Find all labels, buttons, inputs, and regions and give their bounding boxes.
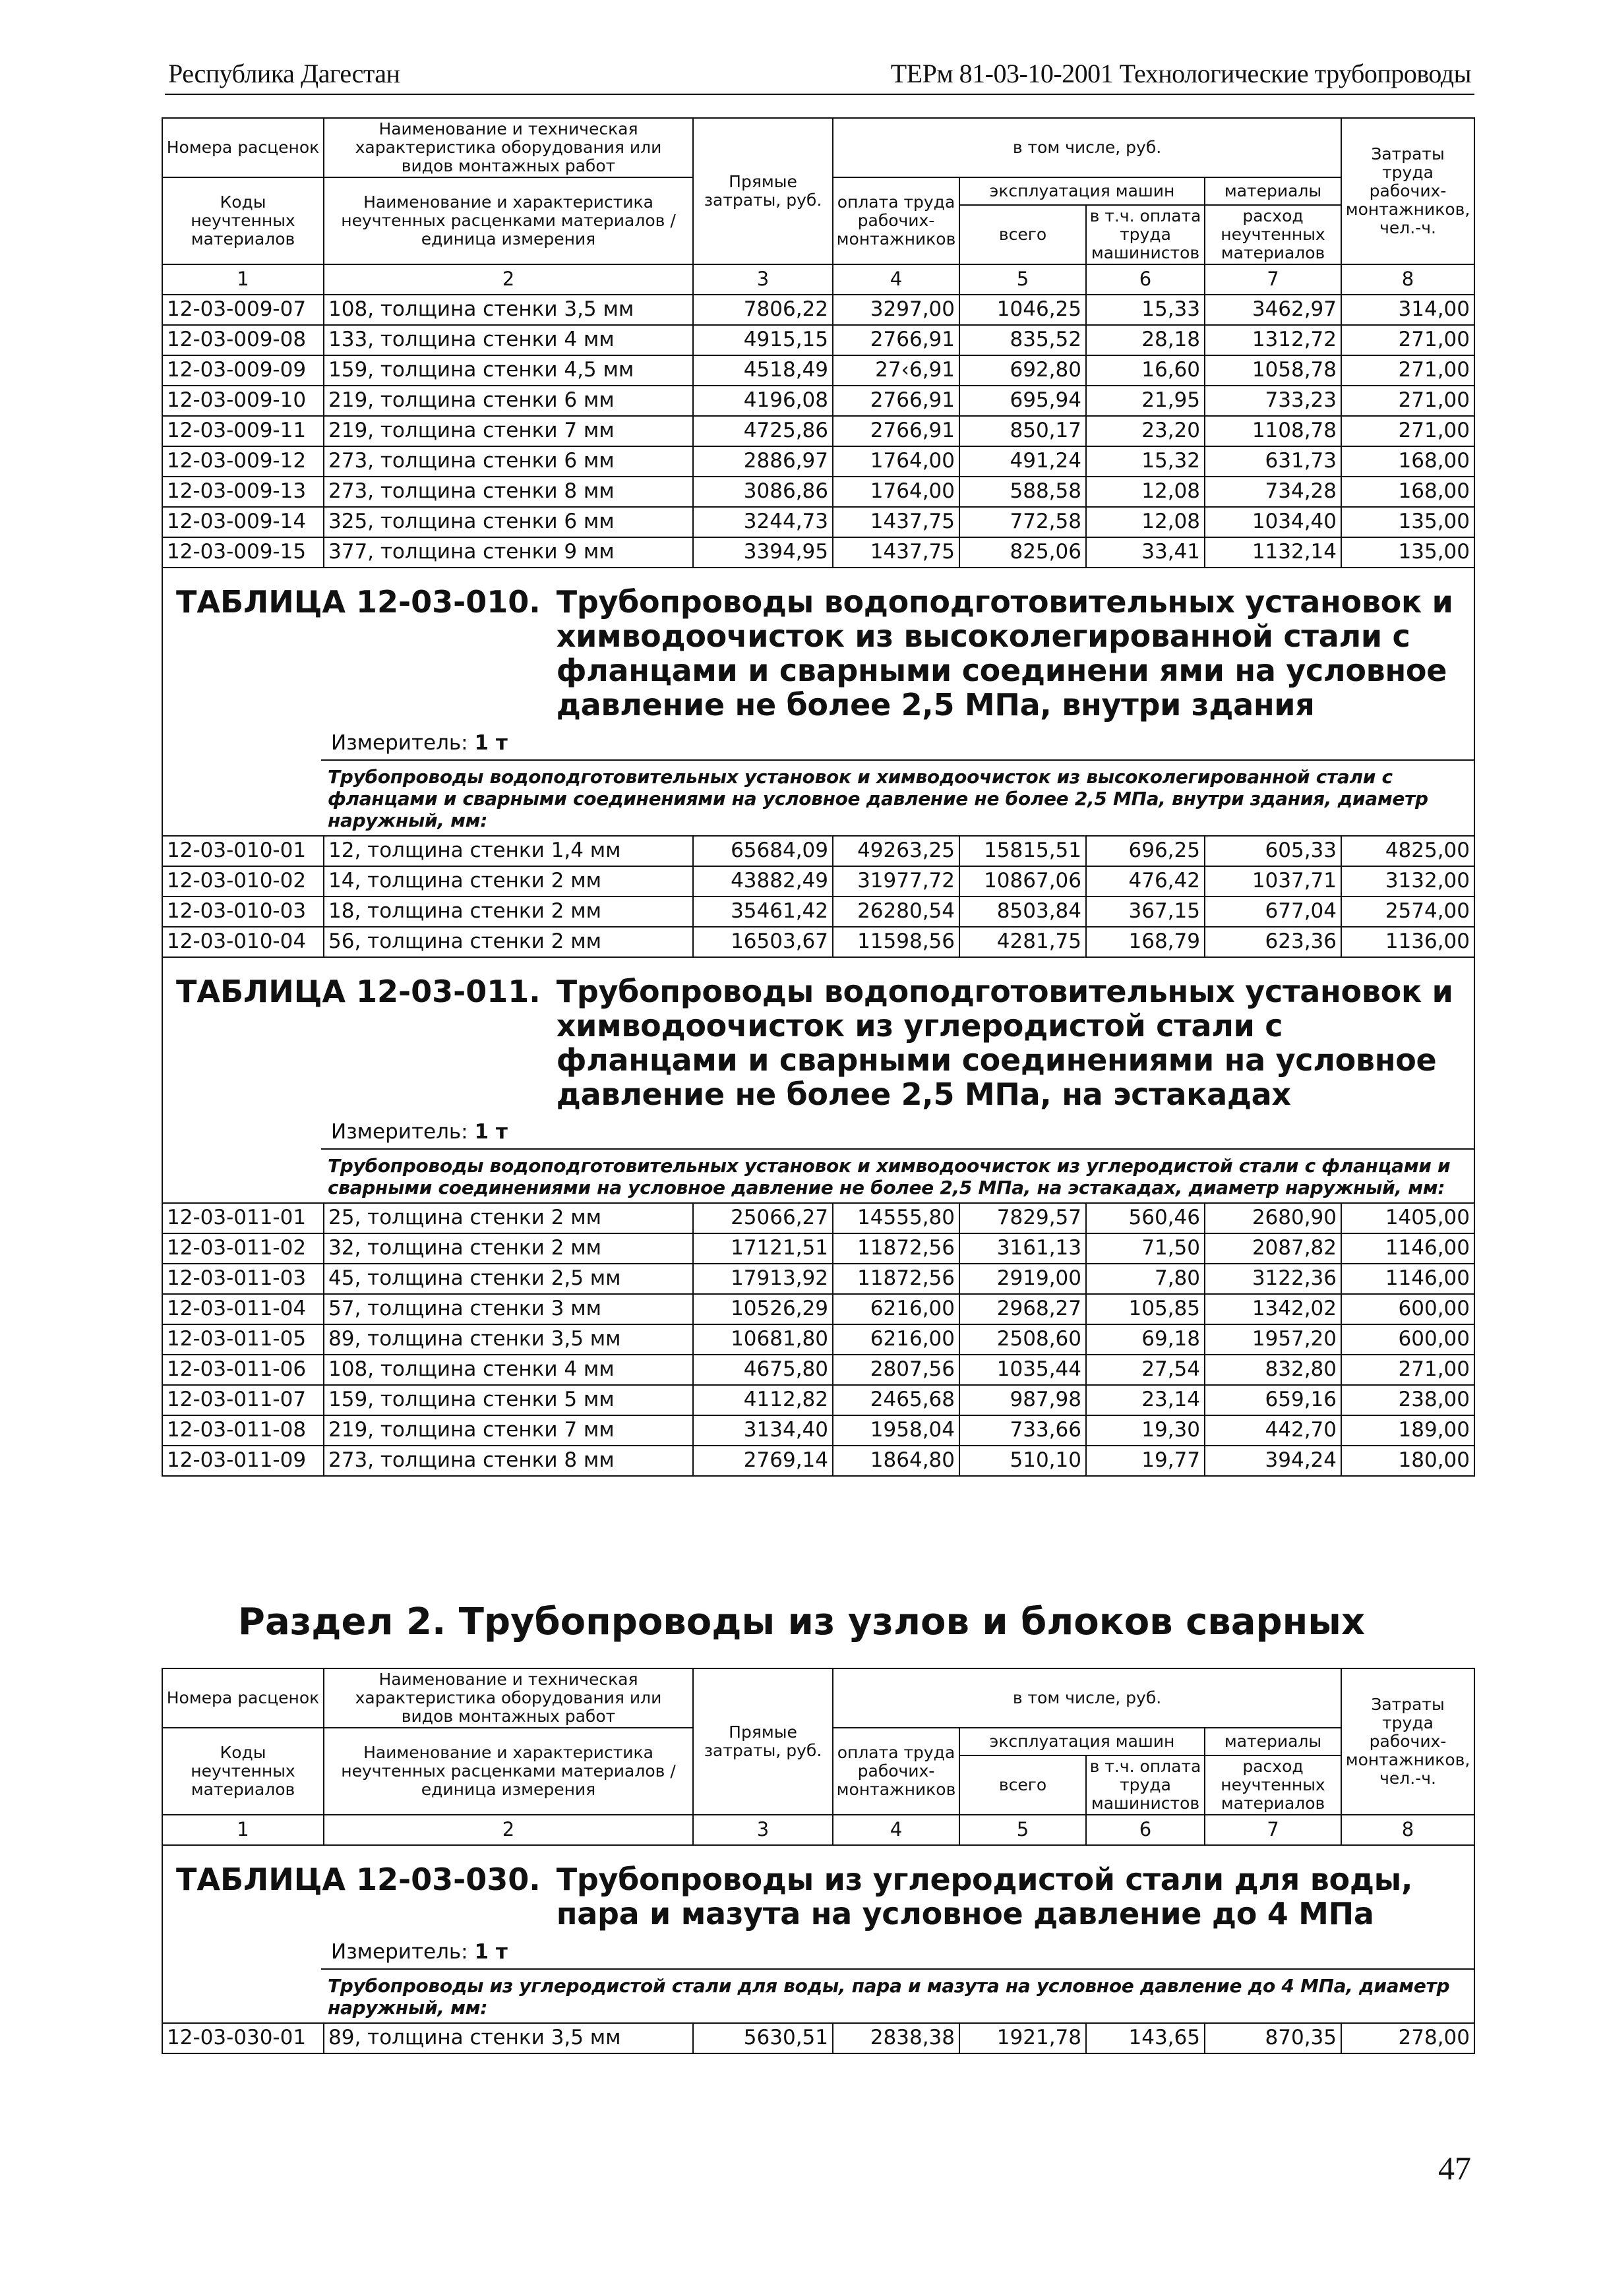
col-header-material-names: Наименование и характеристика неучтенных расценками материалов / единица измерения [324,1728,693,1815]
cost-value: 2766,91 [833,325,959,355]
rate-code: 12-03-009-13 [162,477,324,507]
cost-value: 12,08 [1086,477,1205,507]
measure-label: Измеритель: [331,1120,468,1144]
cost-value: 6216,00 [833,1324,959,1355]
cost-value: 2886,97 [693,446,833,477]
cost-value: 314,00 [1341,295,1474,325]
work-description: 56, толщина стенки 2 мм [324,927,693,957]
work-description: 219, толщина стенки 7 мм [324,1415,693,1446]
cost-value: 27,54 [1086,1355,1205,1385]
cost-value: 1405,00 [1341,1203,1474,1233]
cost-value: 2465,68 [833,1385,959,1415]
cost-value: 825,06 [959,537,1086,568]
running-header-region: Республика Дагестан [168,59,400,88]
cost-value: 271,00 [1341,325,1474,355]
col-header-machinist-pay: в т.ч. оплата труда машинистов [1086,205,1205,264]
work-description: 45, толщина стенки 2,5 мм [324,1264,693,1294]
cost-value: 600,00 [1341,1294,1474,1324]
cost-value: 2087,82 [1205,1233,1341,1264]
rate-code: 12-03-009-07 [162,295,324,325]
table-number: ТАБЛИЦА 12-03-011. [176,973,541,1009]
cost-value: 2766,91 [833,416,959,446]
table-number: ТАБЛИЦА 12-03-030. [176,1862,541,1897]
cost-value: 3132,00 [1341,866,1474,897]
cost-value: 3161,13 [959,1233,1086,1264]
cost-value: 3244,73 [693,507,833,537]
cost-value: 1034,40 [1205,507,1341,537]
table-number: ТАБЛИЦА 12-03-010. [176,584,541,620]
cost-value: 835,52 [959,325,1086,355]
table-section-table030 [162,1845,1474,2023]
cost-value: 5630,51 [693,2023,833,2053]
column-number: 4 [833,264,959,295]
cost-value: 733,66 [959,1415,1086,1446]
cost-value: 17913,92 [693,1264,833,1294]
cost-value: 189,00 [1341,1415,1474,1446]
col-header-materials: материалы [1205,1728,1341,1755]
measure-unit [163,728,1474,759]
col-header-machine-operation: эксплуатация машин [959,1728,1205,1755]
cost-value: 238,00 [1341,1385,1474,1415]
cost-value: 1312,72 [1205,325,1341,355]
column-number: 2 [324,1815,693,1845]
cost-value: 10681,80 [693,1324,833,1355]
rate-code: 12-03-009-15 [162,537,324,568]
col-header-machine-total: всего [959,1755,1086,1815]
cost-value: 271,00 [1341,1355,1474,1385]
cost-value: 692,80 [959,355,1086,386]
rate-code: 12-03-009-08 [162,325,324,355]
cost-value: 26280,54 [833,897,959,927]
work-description: 159, толщина стенки 4,5 мм [324,355,693,386]
col-header-direct-costs: Прямые затраты, руб. [693,118,833,264]
rate-code: 12-03-010-01 [162,836,324,866]
cost-value: 850,17 [959,416,1086,446]
rate-code: 12-03-011-06 [162,1355,324,1385]
col-header-worker-pay: оплата труда рабочих-монтажников [833,1728,959,1815]
cost-value: 8503,84 [959,897,1086,927]
cost-value: 2766,91 [833,386,959,416]
cost-value: 65684,09 [693,836,833,866]
cost-value: 623,36 [1205,927,1341,957]
cost-value: 1437,75 [833,507,959,537]
work-description: 32, толщина стенки 2 мм [324,1233,693,1264]
cost-value: 4725,86 [693,416,833,446]
table-title: Трубопроводы водоподготовительных установок и химводоочисток из углеродистой стали с фланцами и сварными соединениями на условное давление не более 2,5 МПа, на эстакадах [556,973,1453,1112]
cost-value: 1342,02 [1205,1294,1341,1324]
cost-value: 19,30 [1086,1415,1205,1446]
cost-value: 16503,67 [693,927,833,957]
col-header-material-codes: Коды неучтенных материалов [162,1728,324,1815]
cost-value: 135,00 [1341,507,1474,537]
cost-value: 631,73 [1205,446,1341,477]
cost-value: 168,79 [1086,927,1205,957]
rate-code: 12-03-009-11 [162,416,324,446]
cost-value: 23,14 [1086,1385,1205,1415]
rate-code: 12-03-011-03 [162,1264,324,1294]
cost-value: 3462,97 [1205,295,1341,325]
cost-value: 4112,82 [693,1385,833,1415]
cost-value: 10526,29 [693,1294,833,1324]
cost-value: 27‹6,91 [833,355,959,386]
measure-value: 1 т [474,1120,508,1144]
cost-value: 4825,00 [1341,836,1474,866]
rate-code: 12-03-009-12 [162,446,324,477]
rate-code: 12-03-011-04 [162,1294,324,1324]
col-header-machinist-pay: в т.ч. оплата труда машинистов [1086,1755,1205,1815]
column-number: 6 [1086,264,1205,295]
cost-value: 600,00 [1341,1324,1474,1355]
cost-value: 1035,44 [959,1355,1086,1385]
cost-value: 2508,60 [959,1324,1086,1355]
column-number: 8 [1341,1815,1474,1845]
work-description: 108, толщина стенки 4 мм [324,1355,693,1385]
table-section-table010 [162,568,1474,836]
measure-label: Измеритель: [331,730,468,755]
work-description: 18, толщина стенки 2 мм [324,897,693,927]
cost-value: 4281,75 [959,927,1086,957]
col-header-machine-total: всего [959,205,1086,264]
work-description: 133, толщина стенки 4 мм [324,325,693,355]
cost-value: 3086,86 [693,477,833,507]
column-number: 1 [162,264,324,295]
rate-code: 12-03-011-09 [162,1446,324,1476]
work-description: 273, толщина стенки 6 мм [324,446,693,477]
cost-value: 43882,49 [693,866,833,897]
cost-value: 1921,78 [959,2023,1086,2053]
work-description: 273, толщина стенки 8 мм [324,477,693,507]
cost-value: 832,80 [1205,1355,1341,1385]
work-description: 57, толщина стенки 3 мм [324,1294,693,1324]
cost-value: 14555,80 [833,1203,959,1233]
cost-value: 33,41 [1086,537,1205,568]
work-description: 89, толщина стенки 3,5 мм [324,2023,693,2053]
table-title: Трубопроводы водоподготовительных установок и химводоочисток из высоколегированной стали с фланцами и сварными соединени ями на условное давление не более 2,5 МПа, внутри здания [556,584,1453,722]
cost-value: 15,33 [1086,295,1205,325]
cost-value: 4518,49 [693,355,833,386]
cost-value: 772,58 [959,507,1086,537]
cost-value: 3297,00 [833,295,959,325]
col-header-unaccounted-materials: расход неучтенных материалов [1205,1755,1341,1815]
table-description: Трубопроводы водоподготовительных установок и химводоочисток из углеродистой стали с фланцами и сварными соединениями на условное давление не более 2,5 МПа, на эстакадах, диаметр наружный, мм: [321,1148,1474,1202]
cost-value: 31977,72 [833,866,959,897]
cost-value: 4196,08 [693,386,833,416]
work-description: 14, толщина стенки 2 мм [324,866,693,897]
col-header-work-name: Наименование и техническая характеристика оборудования или видов монтажных работ [324,1668,693,1728]
measure-unit [163,1117,1474,1148]
cost-value: 442,70 [1205,1415,1341,1446]
rate-code: 12-03-011-08 [162,1415,324,1446]
cost-value: 1146,00 [1341,1264,1474,1294]
cost-value: 4915,15 [693,325,833,355]
cost-value: 659,16 [1205,1385,1341,1415]
column-number: 7 [1205,1815,1341,1845]
work-description: 377, толщина стенки 9 мм [324,537,693,568]
rate-code: 12-03-010-04 [162,927,324,957]
cost-value: 3122,36 [1205,1264,1341,1294]
column-number: 5 [959,264,1086,295]
cost-value: 695,94 [959,386,1086,416]
cost-value: 15815,51 [959,836,1086,866]
cost-value: 3134,40 [693,1415,833,1446]
cost-value: 180,00 [1341,1446,1474,1476]
cost-value: 12,08 [1086,507,1205,537]
col-header-rate-numbers: Номера расценок [162,118,324,177]
cost-value: 23,20 [1086,416,1205,446]
work-description: 108, толщина стенки 3,5 мм [324,295,693,325]
col-header-labor-hours: Затраты труда рабочих-монтажников, чел.-ч. [1341,1668,1474,1815]
cost-value: 4675,80 [693,1355,833,1385]
cost-value: 560,46 [1086,1203,1205,1233]
cost-value: 49263,25 [833,836,959,866]
cost-value: 16,60 [1086,355,1205,386]
cost-value: 2769,14 [693,1446,833,1476]
cost-value: 135,00 [1341,537,1474,568]
cost-value: 367,15 [1086,897,1205,927]
rate-code: 12-03-011-02 [162,1233,324,1264]
col-header-machine-operation: эксплуатация машин [959,177,1205,205]
cost-value: 1058,78 [1205,355,1341,386]
measure-value: 1 т [474,1939,508,1964]
column-number: 8 [1341,264,1474,295]
work-description: 159, толщина стенки 5 мм [324,1385,693,1415]
cost-value: 105,85 [1086,1294,1205,1324]
cost-value: 2574,00 [1341,897,1474,927]
cost-value: 1864,80 [833,1446,959,1476]
cost-value: 6216,00 [833,1294,959,1324]
col-header-rate-numbers: Номера расценок [162,1668,324,1728]
rates-table-section1 [162,117,1475,1477]
cost-value: 278,00 [1341,2023,1474,2053]
cost-value: 733,23 [1205,386,1341,416]
cost-value: 168,00 [1341,446,1474,477]
cost-value: 734,28 [1205,477,1341,507]
cost-value: 2807,56 [833,1355,959,1385]
rate-code: 12-03-009-14 [162,507,324,537]
cost-value: 2919,00 [959,1264,1086,1294]
col-header-unaccounted-materials: расход неучтенных материалов [1205,205,1341,264]
cost-value: 1108,78 [1205,416,1341,446]
col-header-including: в том числе, руб. [833,1668,1341,1728]
col-header-worker-pay: оплата труда рабочих-монтажников [833,177,959,264]
cost-value: 510,10 [959,1446,1086,1476]
cost-value: 1146,00 [1341,1233,1474,1264]
work-description: 273, толщина стенки 8 мм [324,1446,693,1476]
cost-value: 1764,00 [833,477,959,507]
cost-value: 696,25 [1086,836,1205,866]
measure-value: 1 т [474,730,508,755]
cost-value: 491,24 [959,446,1086,477]
cost-value: 870,35 [1205,2023,1341,2053]
cost-value: 1136,00 [1341,927,1474,957]
rates-table-section2 [162,1668,1475,2054]
rate-code: 12-03-011-01 [162,1203,324,1233]
cost-value: 71,50 [1086,1233,1205,1264]
rate-code: 12-03-010-02 [162,866,324,897]
table-section-table011 [162,957,1474,1204]
col-header-labor-hours: Затраты труда рабочих-монтажников, чел.-ч. [1341,118,1474,264]
col-header-work-name: Наименование и техническая характеристика оборудования или видов монтажных работ [324,118,693,177]
cost-value: 2838,38 [833,2023,959,2053]
cost-value: 271,00 [1341,386,1474,416]
rate-code: 12-03-011-05 [162,1324,324,1355]
cost-value: 271,00 [1341,355,1474,386]
cost-value: 476,42 [1086,866,1205,897]
work-description: 12, толщина стенки 1,4 мм [324,836,693,866]
table-title: Трубопроводы из углеродистой стали для воды, пара и мазута на условное давление до 4 МПа [556,1862,1413,1931]
cost-value: 143,65 [1086,2023,1205,2053]
rate-code: 12-03-011-07 [162,1385,324,1415]
running-header-title: ТЕРм 81-03-10-2001 Технологические трубопроводы [890,59,1471,88]
cost-value: 2680,90 [1205,1203,1341,1233]
rate-code: 12-03-030-01 [162,2023,324,2053]
cost-value: 69,18 [1086,1324,1205,1355]
column-number: 1 [162,1815,324,1845]
column-number: 2 [324,264,693,295]
col-header-material-names: Наименование и характеристика неучтенных расценками материалов / единица измерения [324,177,693,264]
cost-value: 25066,27 [693,1203,833,1233]
work-description: 25, толщина стенки 2 мм [324,1203,693,1233]
cost-value: 168,00 [1341,477,1474,507]
cost-value: 1437,75 [833,537,959,568]
cost-value: 1957,20 [1205,1324,1341,1355]
section-2-title: Раздел 2. Трубопроводы из узлов и блоков сварных [237,1601,1366,1643]
cost-value: 2968,27 [959,1294,1086,1324]
cost-value: 1037,71 [1205,866,1341,897]
page-number: 47 [1438,2150,1471,2187]
work-description: 219, толщина стенки 7 мм [324,416,693,446]
col-header-direct-costs: Прямые затраты, руб. [693,1668,833,1815]
header-rule [165,94,1474,95]
cost-value: 19,77 [1086,1446,1205,1476]
column-number: 3 [693,264,833,295]
cost-value: 11872,56 [833,1264,959,1294]
cost-value: 17121,51 [693,1233,833,1264]
column-number: 6 [1086,1815,1205,1845]
cost-value: 7829,57 [959,1203,1086,1233]
work-description: 89, толщина стенки 3,5 мм [324,1324,693,1355]
column-number: 7 [1205,264,1341,295]
rate-code: 12-03-010-03 [162,897,324,927]
rate-code: 12-03-009-10 [162,386,324,416]
cost-value: 28,18 [1086,325,1205,355]
cost-value: 11598,56 [833,927,959,957]
cost-value: 271,00 [1341,416,1474,446]
table-description: Трубопроводы из углеродистой стали для воды, пара и мазута на условное давление до 4 МПа, диаметр наружный, мм: [321,1968,1474,2022]
cost-value: 677,04 [1205,897,1341,927]
col-header-including: в том числе, руб. [833,118,1341,177]
cost-value: 10867,06 [959,866,1086,897]
measure-label: Измеритель: [331,1939,468,1964]
column-number: 3 [693,1815,833,1845]
table-description: Трубопроводы водоподготовительных установок и химводоочисток из высоколегированной стали с фланцами и сварными соединениями на условное давление не более 2,5 МПа, внутри здания, диаметр наружный, мм: [321,759,1474,835]
cost-value: 1764,00 [833,446,959,477]
cost-value: 1958,04 [833,1415,959,1446]
col-header-material-codes: Коды неучтенных материалов [162,177,324,264]
work-description: 325, толщина стенки 6 мм [324,507,693,537]
work-description: 219, толщина стенки 6 мм [324,386,693,416]
cost-value: 21,95 [1086,386,1205,416]
column-number: 4 [833,1815,959,1845]
cost-value: 605,33 [1205,836,1341,866]
cost-value: 1046,25 [959,295,1086,325]
cost-value: 7806,22 [693,295,833,325]
cost-value: 987,98 [959,1385,1086,1415]
cost-value: 7,80 [1086,1264,1205,1294]
col-header-materials: материалы [1205,177,1341,205]
cost-value: 394,24 [1205,1446,1341,1476]
cost-value: 3394,95 [693,537,833,568]
cost-value: 1132,14 [1205,537,1341,568]
column-number: 5 [959,1815,1086,1845]
cost-value: 15,32 [1086,446,1205,477]
cost-value: 588,58 [959,477,1086,507]
cost-value: 11872,56 [833,1233,959,1264]
rate-code: 12-03-009-09 [162,355,324,386]
cost-value: 35461,42 [693,897,833,927]
measure-unit [163,1937,1474,1968]
